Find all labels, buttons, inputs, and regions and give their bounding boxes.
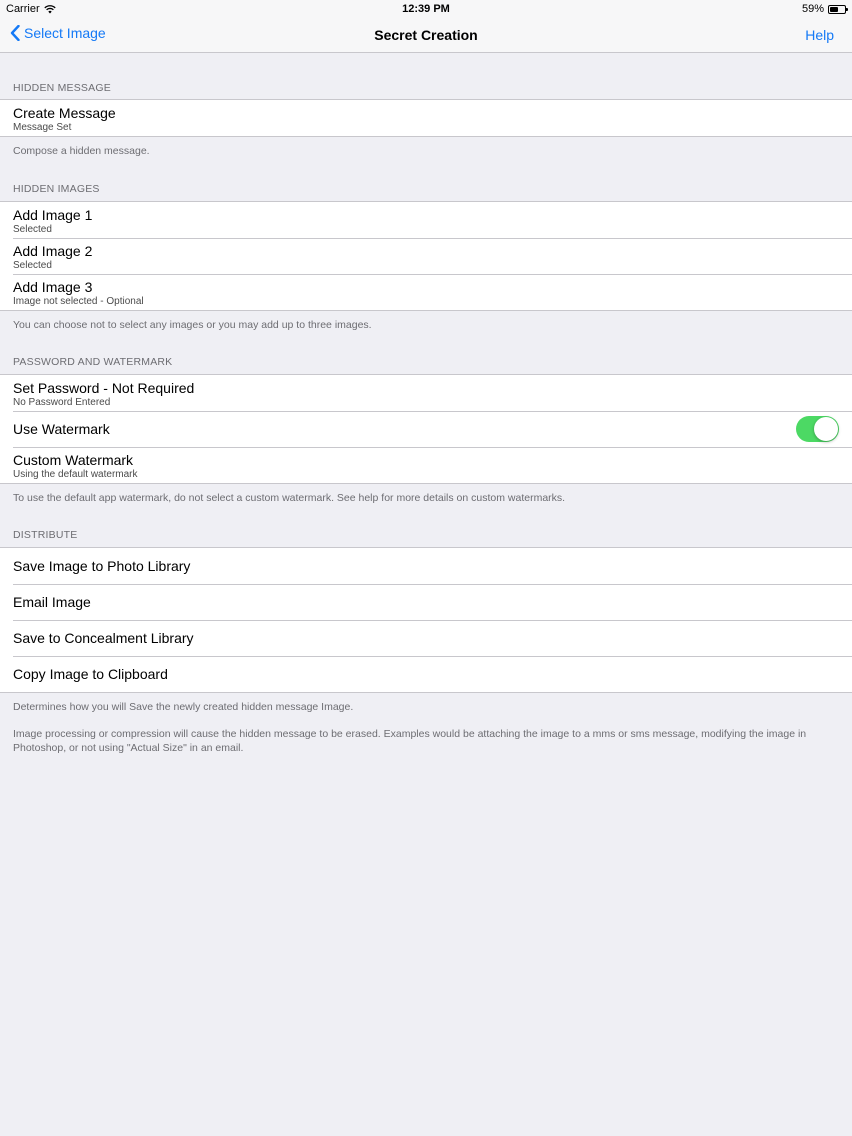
- row-title: Save Image to Photo Library: [13, 558, 191, 574]
- row-subtitle: Selected: [13, 224, 52, 235]
- row-title: Add Image 2: [13, 243, 93, 259]
- use-watermark-row: [0, 411, 852, 447]
- carrier-label: Carrier: [6, 3, 40, 15]
- settings-table: [0, 54, 852, 755]
- battery-info: [802, 3, 846, 15]
- copy-clipboard-row[interactable]: [0, 656, 852, 692]
- section-header-distribute: DISTRIBUTE: [13, 529, 78, 541]
- row-title: Set Password - Not Required: [13, 380, 195, 396]
- watermark-toggle[interactable]: [796, 416, 839, 442]
- section-header-password-watermark: PASSWORD AND WATERMARK: [13, 356, 173, 368]
- back-label: Select Image: [24, 25, 106, 41]
- add-image-2-row[interactable]: [0, 238, 852, 274]
- custom-watermark-row[interactable]: [0, 447, 852, 483]
- row-subtitle: Using the default watermark: [13, 469, 138, 480]
- toggle-knob: [814, 417, 838, 441]
- status-time: 12:39 PM: [402, 3, 450, 15]
- battery-percent: 59%: [801, 3, 824, 15]
- row-title: Add Image 1: [13, 207, 93, 223]
- group-distribute: [0, 547, 852, 693]
- row-subtitle: Selected: [13, 260, 52, 271]
- help-button[interactable]: Help: [805, 27, 834, 43]
- battery-icon: [828, 5, 846, 14]
- add-image-3-row[interactable]: [0, 274, 852, 310]
- save-concealment-library-row[interactable]: [0, 620, 852, 656]
- row-title: Use Watermark: [13, 421, 110, 437]
- row-title: Email Image: [13, 594, 91, 610]
- add-image-1-row[interactable]: [0, 202, 852, 238]
- row-title: Create Message: [13, 105, 116, 121]
- group-hidden-images: [0, 201, 852, 311]
- section-footer-compression-note: Image processing or compression will cause the hidden message to be erased. Examples would be attaching the image to a mms or sms message, modifying the image in Photoshop, or not using "Actual Size" in an email.: [13, 728, 807, 754]
- set-password-row[interactable]: [0, 375, 852, 411]
- row-subtitle: Image not selected - Optional: [13, 296, 144, 307]
- group-password-watermark: [0, 374, 852, 484]
- navigation-bar: [0, 18, 852, 53]
- page-title: Secret Creation: [374, 27, 478, 43]
- row-subtitle: Message Set: [13, 122, 72, 133]
- email-image-row[interactable]: [0, 584, 852, 620]
- section-footer-hidden-images: You can choose not to select any images or you may add up to three images.: [13, 319, 372, 331]
- row-title: Save to Concealment Library: [13, 630, 194, 646]
- status-bar: [0, 0, 852, 18]
- row-title: Custom Watermark: [13, 452, 134, 468]
- section-footer-password-watermark: To use the default app watermark, do not select a custom watermark. See help for more details on custom watermarks.: [13, 492, 566, 504]
- group-hidden-message: [0, 99, 852, 137]
- section-footer-distribute: Determines how you will Save the newly created hidden message Image.: [13, 701, 354, 713]
- section-header-hidden-message: HIDDEN MESSAGE: [13, 82, 111, 94]
- row-subtitle: No Password Entered: [13, 397, 111, 408]
- section-footer-hidden-message: Compose a hidden message.: [13, 145, 150, 157]
- row-title: Copy Image to Clipboard: [13, 666, 168, 682]
- section-header-hidden-images: HIDDEN IMAGES: [13, 183, 100, 195]
- row-title: Add Image 3: [13, 279, 93, 295]
- save-photo-library-row[interactable]: [0, 548, 852, 584]
- create-message-row[interactable]: [0, 100, 852, 136]
